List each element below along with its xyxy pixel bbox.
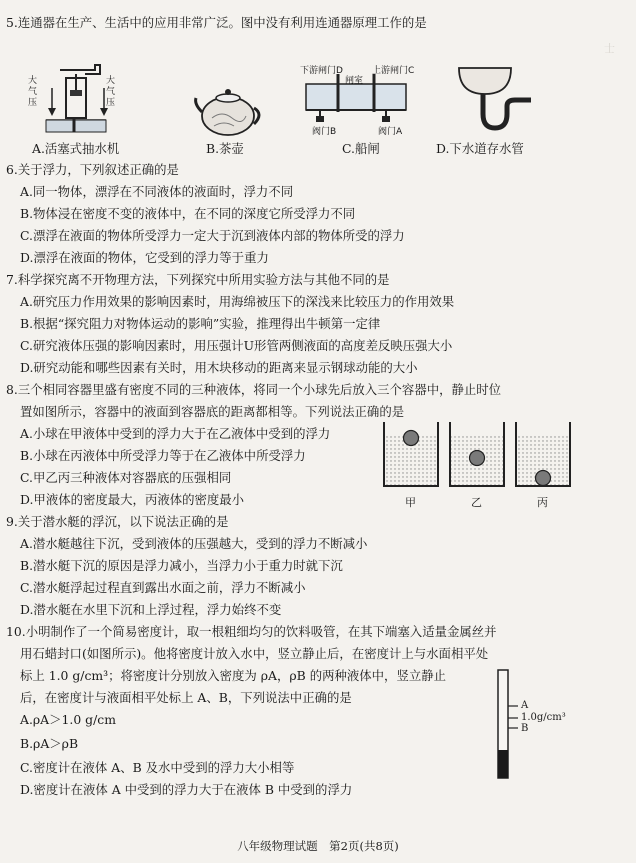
option-9a: A.潜水艇越往下沉，受到液体的压强越大，受到的浮力不断减小 (20, 536, 368, 551)
option-6d: D.漂浮在液面的物体，它受到的浮力等于重力 (20, 250, 269, 265)
question-10-stem-line3: 标上 1.0 g/cm³；将密度计分别放入密度为 ρA，ρB 的两种液体中，竖立静止 (20, 668, 446, 683)
option-6a: A.同一物体，漂浮在不同液体的液面时，浮力不同 (20, 184, 294, 199)
lock-gate-c-label: 上游闸门C (372, 66, 415, 76)
container-yi (450, 422, 504, 486)
hydrometer-mark-a: A (521, 700, 529, 711)
bleed-through-text: 士 (604, 42, 615, 55)
question-5-stem: 5.连通器在生产、生活中的应用非常广泛。图中没有利用连通器原理工作的是 (6, 15, 427, 30)
option-5b: B.茶壶 (206, 141, 244, 156)
option-8c: C.甲乙丙三种液体对容器底的压强相同 (20, 470, 232, 485)
option-5a: A.活塞式抽水机 (32, 141, 120, 156)
option-10d: D.密度计在液体 A 中受到的浮力大于在液体 B 中受到的浮力 (20, 782, 353, 797)
container-label-jia: 甲 (405, 496, 416, 509)
option-8d: D.甲液体的密度最大，丙液体的密度最小 (20, 492, 245, 507)
question-7-stem: 7.科学探究离不开物理方法，下列探究中所用实验方法与其他不同的是 (6, 272, 390, 287)
piston-pump-figure (40, 60, 135, 135)
option-9d: D.潜水艇在水里下沉和上浮过程，浮力始终不变 (20, 602, 282, 617)
hydrometer-figure (490, 668, 520, 780)
containers-figure (378, 420, 578, 490)
option-6c: C.漂浮在液面的物体所受浮力一定大于沉到液体内部的物体所受的浮力 (20, 228, 405, 243)
option-7a: A.研究压力作用效果的影响因素时，用海绵被压下的深浅来比较压力的作用效果 (20, 294, 455, 309)
question-6-stem: 6.关于浮力，下列叙述正确的是 (6, 162, 179, 177)
option-5d: D.下水道存水管 (436, 141, 524, 156)
atm-pressure-right-label: 大气压 (106, 76, 116, 108)
option-10c: C.密度计在液体 A、B 及水中受到的浮力大小相等 (20, 760, 295, 775)
question-10-stem-line2: 用石蜡封口(如图所示)。他将密度计放入水中，竖立静止后，在密度计上与水面相平处 (20, 646, 489, 661)
atm-pressure-left-label: 大气压 (28, 76, 38, 108)
question-10-stem-line1: 10.小明制作了一个简易密度计，取一根粗细均匀的饮料吸管，在其下端塞入适量金属丝并 (6, 624, 497, 639)
hydrometer-mark-water: 1.0g/cm³ (521, 712, 566, 723)
sink-trap-figure (455, 64, 535, 136)
lock-valve-b-label: 阀门B (312, 127, 337, 137)
lock-gate-d-label: 下游闸门D (300, 66, 343, 76)
option-6b: B.物体浸在密度不变的液体中，在不同的深度它所受浮力不同 (20, 206, 356, 221)
option-8a: A.小球在甲液体中受到的浮力大于在乙液体中受到的浮力 (20, 426, 331, 441)
option-7c: C.研究液体压强的影响因素时，用压强计U形管两侧液面的高度差反映压强大小 (20, 338, 453, 353)
lock-valve-a-label: 阀门A (378, 127, 403, 137)
option-10b: B.ρA＞ρB (20, 736, 79, 751)
container-jia (384, 422, 438, 486)
option-9b: B.潜水艇下沉的原因是浮力减小，当浮力小于重力时就下沉 (20, 558, 343, 573)
teapot-figure (192, 80, 264, 138)
lock-chamber-label: 闸室 (345, 76, 364, 86)
option-8b: B.小球在丙液体中所受浮力等于在乙液体中所受浮力 (20, 448, 306, 463)
option-10a: A.ρA＞1.0 g/cm (20, 712, 116, 727)
hydrometer-mark-b: B (521, 723, 529, 734)
question-8-stem-line2: 置如图所示，容器中的液面到容器底的距离都相等。下列说法正确的是 (20, 404, 405, 419)
option-5c: C.船闸 (342, 141, 380, 156)
page-footer: 八年级物理试题 第2页(共8页) (237, 839, 399, 853)
container-label-yi: 乙 (471, 496, 482, 509)
option-7b: B.根据“探究阻力对物体运动的影响”实验，推理得出牛顿第一定律 (20, 316, 381, 331)
container-label-bing: 丙 (537, 496, 548, 509)
container-bing (516, 422, 570, 486)
option-9c: C.潜水艇浮起过程直到露出水面之前，浮力不断减小 (20, 580, 306, 595)
question-8-stem-line1: 8.三个相同容器里盛有密度不同的三种液体，将同一个小球先后放入三个容器中，静止时位 (6, 382, 502, 397)
question-9-stem: 9.关于潜水艇的浮沉，以下说法正确的是 (6, 514, 229, 529)
option-7d: D.研究动能和哪些因素有关时，用木块移动的距离来显示钢球动能的大小 (20, 360, 418, 375)
question-10-stem-line4: 后，在密度计与液面相平处标上 A、B，下列说法中正确的是 (20, 690, 352, 705)
